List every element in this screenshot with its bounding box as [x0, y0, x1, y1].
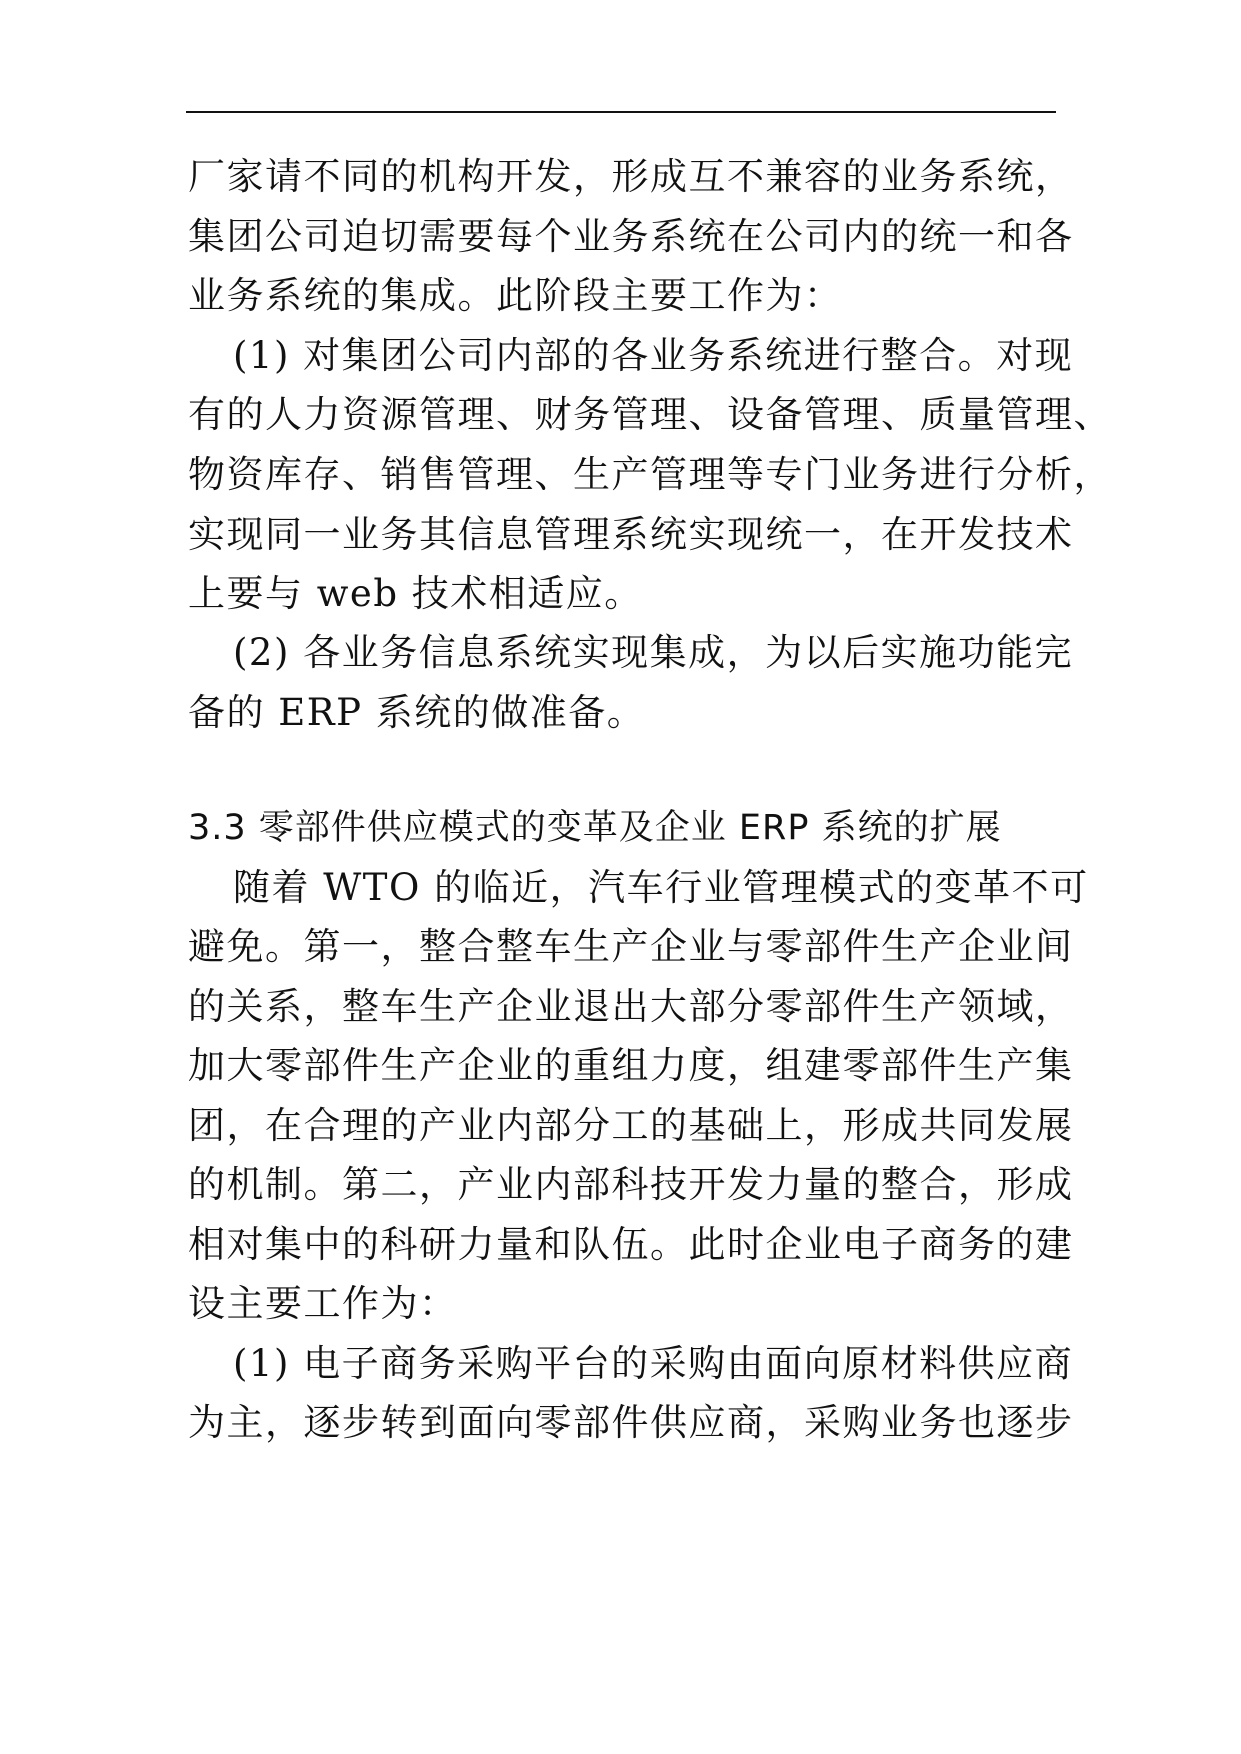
header-rule [186, 111, 1056, 113]
text-line: 为主，逐步转到面向零部件供应商，采购业务也逐步 [188, 1401, 1074, 1444]
paragraph-first-line: 随着 WTO 的临近，汽车行业管理模式的变革不可 [233, 866, 1089, 909]
text-line: 设主要工作为： [188, 1282, 458, 1325]
text-line: 加大零部件生产企业的重组力度，组建零部件生产集 [188, 1044, 1074, 1087]
text-line: 团，在合理的产业内部分工的基础上，形成共同发展 [188, 1104, 1074, 1147]
text-line: 物资库存、销售管理、生产管理等专门业务进行分析， [188, 453, 1112, 496]
text-line: 集团公司迫切需要每个业务系统在公司内的统一和各 [188, 215, 1074, 258]
text-line: 业务系统的集成。此阶段主要工作为： [188, 274, 843, 317]
text-line: 的关系，整车生产企业退出大部分零部件生产领域， [188, 985, 1074, 1028]
list-item-2: (2) 各业务信息系统实现集成，为以后实施功能完 [233, 631, 1074, 674]
section-heading: 3.3 零部件供应模式的变革及企业 ERP 系统的扩展 [188, 808, 1002, 848]
text-line: 避免。第一，整合整车生产企业与零部件生产企业间 [188, 925, 1074, 968]
text-line: 的机制。第二，产业内部科技开发力量的整合，形成 [188, 1163, 1074, 1206]
text-line: 备的 ERP 系统的做准备。 [188, 691, 646, 734]
text-line: 实现同一业务其信息管理系统实现统一，在开发技术 [188, 513, 1074, 556]
list-item-1: (1) 对集团公司内部的各业务系统进行整合。对现 [233, 334, 1074, 377]
text-line: 有的人力资源管理、财务管理、设备管理、质量管理、 [188, 393, 1112, 436]
list-item-3: (1) 电子商务采购平台的采购由面向原材料供应商 [233, 1342, 1074, 1385]
text-line: 上要与 web 技术相适应。 [188, 572, 643, 615]
text-line: 相对集中的科研力量和队伍。此时企业电子商务的建 [188, 1223, 1074, 1266]
text-line: 厂家请不同的机构开发，形成互不兼容的业务系统， [188, 155, 1074, 198]
